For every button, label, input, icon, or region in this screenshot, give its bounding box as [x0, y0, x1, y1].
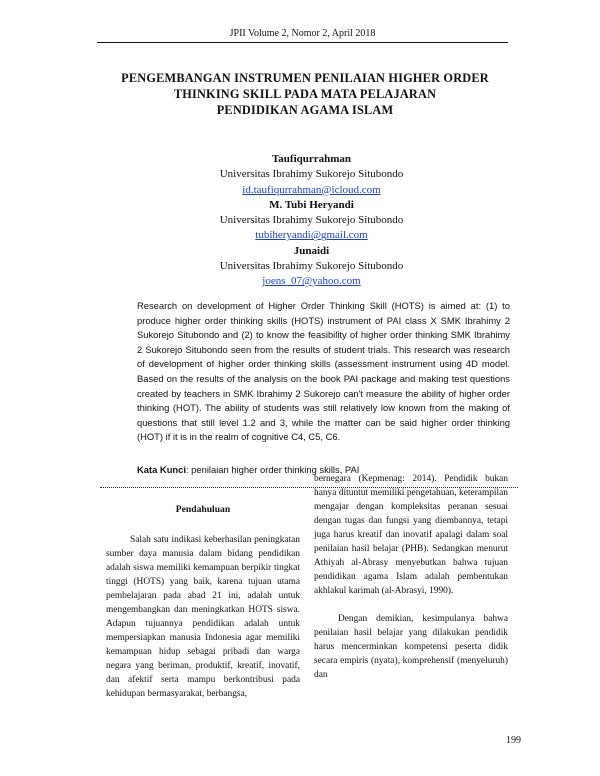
author-name: Junaidi — [293, 244, 330, 257]
author-affiliation: Universitas Ibrahimy Sukorejo Situbondo — [219, 168, 404, 181]
body-paragraph: bernegara (Kepmenag: 2014). Pendidik bukan hanya dituntut memiliki pengetahuan, keterampilan mengajar dengan kompleksitas peranan sesuai dengan tugas dan fungsi yang diembannya, tetapi juga harus kreatif dan inovatif apalagi dalam soal penilaian hasil belajar (PHB). Sedangkan menurut Athiyah al-Abrasy menyebutkan bahwa tujuan pendidikan agama Islam adalah pembentukan akhlakul karimah (al-Abrasyi, 1990). — [314, 474, 508, 596]
title-line: PENDIDIKAN AGAMA ISLAM — [216, 103, 394, 117]
paper-title — [110, 70, 500, 118]
author-block — [150, 152, 473, 290]
keywords-label: Kata Kunci — [137, 464, 186, 475]
title-line: THINKING SKILL PADA MATA PELAJARAN — [173, 87, 437, 101]
author-email-link[interactable]: id.taufiqurrahman@icloud.com — [242, 183, 381, 196]
running-header: JPII Volume 2, Nomor 2, April 2018 — [97, 28, 508, 43]
author-affiliation: Universitas Ibrahimy Sukorejo Situbondo — [219, 214, 404, 227]
page-number: 199 — [506, 735, 521, 746]
keywords-text: : penilaian higher order thinking skills, PAI — [185, 464, 360, 475]
body-paragraph: Salah satu indikasi keberhasilan peningkatan sumber daya manusia dalam bidang pendidikan adalah siswa memiliki kemampuan berpikir tingkat tinggi (HOTS) yang baik, karena tujuan utama pembelajaran pada abad 21 ini, adalah untuk mengembangkan dan meningkatkan HOTS siswa. Adapun tujuannya pendidikan adalah untuk mempersiapkan manusia Indonesia agar memiliki kemampuan hidup sebagai pribadi dan warga negara yang beriman, produktif, kreatif, inovatif, dan afektif serta mampu berkontribusi pada kehidupan bermasyarakat, berbangsa, — [106, 535, 300, 699]
title-line: PENGEMBANGAN INSTRUMEN PENILAIAN HIGHER ORDER — [121, 71, 489, 85]
author-affiliation: Universitas Ibrahimy Sukorejo Situbondo — [219, 260, 404, 273]
abstract: Research on development of Higher Order Thinking Skill (HOTS) is aimed at: (1) to produce higher order thinking skills (HOTS) instrument of PAI class X SMK Ibrahimy 2 Sukorejo Situbondo and (2) to know the feasibility of higher order thinking SMK Ibrahimy 2 Sukorejo Situbondo seen from the results of student trials. This research was research of development of higher order thinking skills (assessment instrument using 4D model. Based on the results of the analysis on the book PAI package and making test questions created by teachers in SMK Ibrahimy 2 Sukorejo can't measure the ability of higher order thinking (HOT). The ability of students was still relatively low known from the making of questions that still level 1.2 and 3, while the matter can be said higher order thinking (HOT) if it is in the realm of cognitive C4, C5, C6. — [137, 300, 510, 443]
section-heading: Pendahuluan — [175, 504, 231, 515]
author-email-link[interactable]: tubiheryandi@gmail.com — [255, 229, 368, 242]
author-email-link[interactable]: joens_07@yahoo.com — [262, 275, 361, 288]
author-name: Taufiqurrahman — [271, 153, 352, 165]
right-column — [314, 472, 508, 682]
body-paragraph: Dengan demikian, kesimpulanya bahwa penilaian hasil belajar yang dilakukan pendidik harus mencerminkan kompetensi peserta didik secara empiris (nyata), komprehensif (menyeluruh) dan — [314, 614, 508, 680]
left-column — [106, 503, 300, 701]
author-name: M. Tubi Heryandi — [269, 198, 354, 211]
